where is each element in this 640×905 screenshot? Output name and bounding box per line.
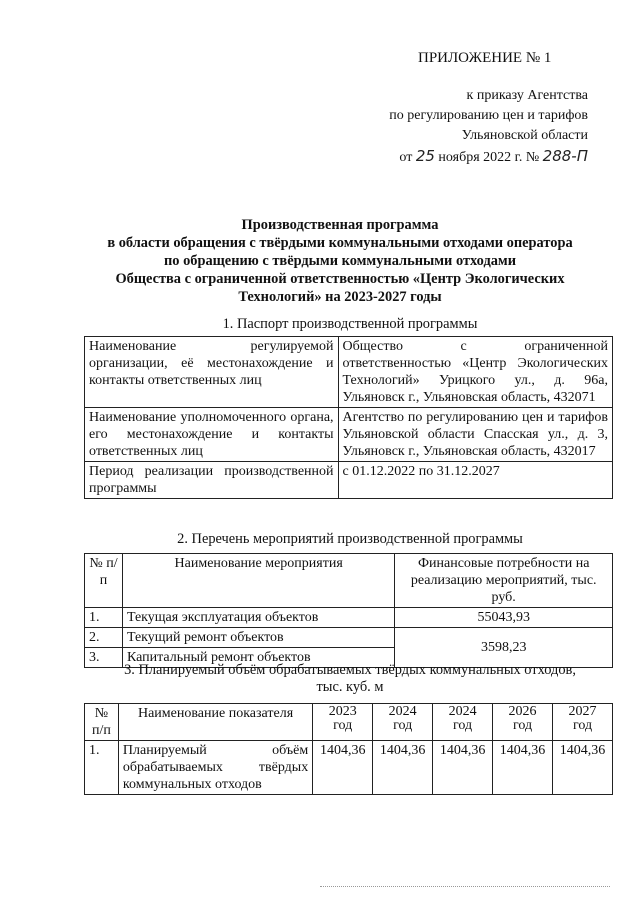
row-num: 2. bbox=[85, 628, 123, 648]
table-header-row bbox=[85, 704, 613, 741]
order-reference bbox=[288, 86, 588, 168]
order-line-1: к приказу Агентства bbox=[466, 88, 588, 103]
header-num: № п/п bbox=[85, 704, 119, 741]
volume-table bbox=[84, 703, 613, 795]
section-3-heading-line-1: 3. Планируемый объём обрабатываемых твёрдых коммунальных отходов, bbox=[124, 662, 576, 678]
header-num: № п/п bbox=[85, 554, 123, 608]
section-2-heading: 2. Перечень мероприятий производственной программы bbox=[177, 531, 523, 547]
row-value: 55043,93 bbox=[395, 608, 613, 628]
order-date-prefix: от bbox=[399, 150, 413, 165]
title-line-1: Производственная программа bbox=[241, 217, 439, 233]
title-line-3: по обращению с твёрдыми коммунальными отходами bbox=[163, 253, 517, 269]
scan-artifact-line bbox=[320, 886, 610, 887]
table-row bbox=[85, 608, 613, 628]
title-line-4: Общества с ограниченной ответственностью «Центр Экологических bbox=[115, 271, 565, 287]
order-day-handwritten: 25 bbox=[415, 147, 435, 165]
order-number-handwritten: 288-П bbox=[542, 147, 588, 165]
section-3-heading-line-2: тыс. куб. м bbox=[316, 679, 384, 695]
order-date-line bbox=[288, 146, 588, 168]
table-row bbox=[85, 628, 613, 648]
row-name: Планируемый объём обрабатываемых твёрдых коммунальных отходов bbox=[118, 741, 312, 795]
table-header-row bbox=[85, 554, 613, 608]
header-year: 2024 год bbox=[373, 704, 433, 741]
passport-value: с 01.12.2022 по 31.12.2027 bbox=[338, 462, 612, 499]
row-value: 1404,36 bbox=[493, 741, 553, 795]
passport-label: Наименование регулируемой организации, её местонахождение и контакты ответственных лиц bbox=[85, 337, 339, 408]
measures-table bbox=[84, 553, 613, 668]
row-name: Текущий ремонт объектов bbox=[122, 628, 394, 648]
header-finance: Финансовые потребности на реализацию мероприятий, тыс. руб. bbox=[395, 554, 613, 608]
passport-label: Период реализации производственной программы bbox=[85, 462, 339, 499]
section-3-heading bbox=[70, 662, 630, 696]
section-1-heading: 1. Паспорт производственной программы bbox=[222, 316, 478, 332]
title-line-5: Технологий» на 2023-2027 годы bbox=[238, 289, 442, 305]
passport-label: Наименование уполномоченного органа, его местонахождение и контакты ответственных лиц bbox=[85, 408, 339, 462]
row-value: 1404,36 bbox=[313, 741, 373, 795]
row-num: 3. bbox=[85, 648, 123, 668]
header-year: 2027 год bbox=[553, 704, 613, 741]
row-name: Текущая эксплуатация объектов bbox=[122, 608, 394, 628]
table-row bbox=[85, 741, 613, 795]
title-line-2: в области обращения с твёрдыми коммунальными отходами оператора bbox=[107, 235, 573, 251]
row-num: 1. bbox=[85, 741, 119, 795]
passport-value: Агентство по регулированию цен и тарифов Ульяновской области Спасская ул., д. 3, Ульяновск г., Ульяновская область, 432017 bbox=[338, 408, 612, 462]
row-name: Капитальный ремонт объектов bbox=[122, 648, 394, 668]
header-year: 2023 год bbox=[313, 704, 373, 741]
order-line-2: по регулированию цен и тарифов bbox=[389, 108, 588, 123]
passport-value: Общество с ограниченной ответственностью «Центр Экологических Технологий» Урицкого ул., д. 96а, Ульяновск г., Ульяновская область, 432071 bbox=[338, 337, 612, 408]
table-row bbox=[85, 408, 613, 462]
row-value-merged: 3598,23 bbox=[395, 628, 613, 668]
document-title bbox=[60, 216, 620, 306]
passport-table bbox=[84, 336, 613, 499]
header-year: 2024 год bbox=[433, 704, 493, 741]
header-name: Наименование показателя bbox=[118, 704, 312, 741]
table-row bbox=[85, 462, 613, 499]
order-line-3: Ульяновской области bbox=[461, 128, 588, 143]
row-value: 1404,36 bbox=[373, 741, 433, 795]
header-name: Наименование мероприятия bbox=[122, 554, 394, 608]
row-value: 1404,36 bbox=[553, 741, 613, 795]
header-year: 2026 год bbox=[493, 704, 553, 741]
row-num: 1. bbox=[85, 608, 123, 628]
appendix-heading: ПРИЛОЖЕНИЕ № 1 bbox=[418, 50, 552, 66]
row-value: 1404,36 bbox=[433, 741, 493, 795]
order-date-mid: ноября 2022 г. № bbox=[438, 150, 540, 165]
table-row bbox=[85, 337, 613, 408]
